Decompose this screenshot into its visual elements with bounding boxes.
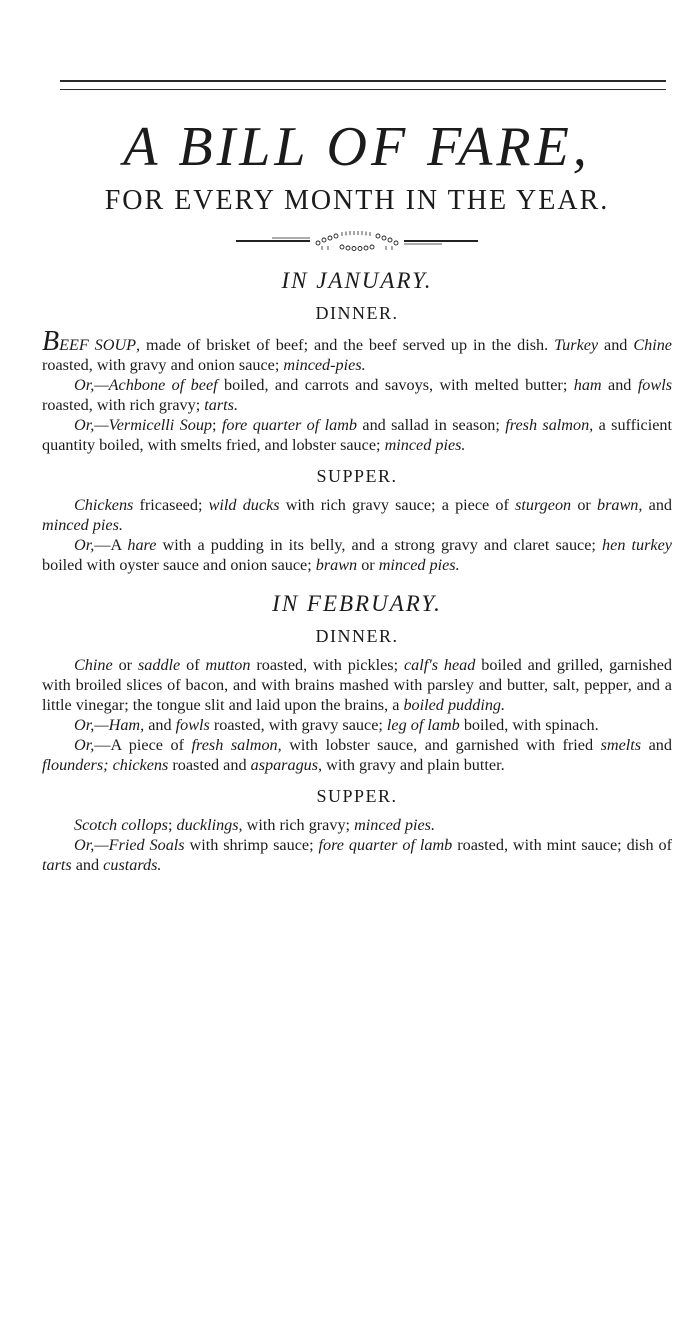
section-heading-dinner: DINNER. [315, 303, 399, 323]
dish-paragraph: Or,—Ham, and fowls roasted, with gravy sauce; leg of lamb boiled, with spinach. [74, 716, 599, 734]
section-heading-supper: SUPPER. [316, 786, 398, 806]
main-title: A BILL OF FARE, [123, 116, 591, 178]
ornament-divider [232, 230, 482, 252]
page [0, 80, 700, 1339]
dish-paragraph: Or,—Vermicelli Soup; fore quarter of lamb and sallad in season; fresh salmon, a sufficient quantity boiled, with smelts fried, and lobster sauce; minced pies. [42, 416, 673, 454]
section-heading-supper: SUPPER. [316, 466, 398, 486]
dish-paragraph: Or,—Fried Soals with shrimp sauce; fore quarter of lamb roasted, with mint sauce; dish of tarts and custards. [42, 836, 672, 874]
drop-cap: B [42, 326, 60, 357]
february-supper [42, 815, 672, 875]
top-double-rule [60, 80, 666, 90]
january-dinner [42, 326, 673, 455]
main-subtitle: FOR EVERY MONTH IN THE YEAR. [104, 185, 610, 216]
dish-paragraph: Or,—Achbone of beef boiled, and carrots and savoys, with melted butter; ham and fowls roasted, with rich gravy; tarts. [42, 376, 672, 414]
dish-paragraph: Chine or saddle of mutton roasted, with pickles; calf's head boiled and grilled, garnished with broiled slices of bacon, and with brains mashed with parsley and butter, salt, pepper, and a little vinegar; the tongue slit and laid upon the brains, a boiled pudding. [42, 656, 673, 714]
section-heading-dinner: DINNER. [315, 626, 399, 646]
dish-paragraph: BEEF SOUP, made of brisket of beef; and the beef served up in the dish. Turkey and Chine roasted, with gravy and onion sauce; minced-pies. [42, 326, 672, 374]
dish-paragraph: Or,—A hare with a pudding in its belly, and a strong gravy and claret sauce; hen turkey boiled with oyster sauce and onion sauce; brawn or minced pies. [42, 536, 672, 574]
january-supper [42, 495, 672, 575]
dish-paragraph: Scotch collops; ducklings, with rich gravy; minced pies. [74, 816, 436, 834]
dish-paragraph: Chickens fricaseed; wild ducks with rich gravy sauce; a piece of sturgeon or brawn, and minced pies. [42, 496, 673, 534]
dish-paragraph: Or,—A piece of fresh salmon, with lobster sauce, and garnished with fried smelts and flounders; chickens roasted and asparagus, with gravy and plain butter. [42, 736, 672, 774]
february-dinner [42, 655, 672, 775]
month-heading-february: IN FEBRUARY. [272, 591, 442, 616]
month-heading-january: IN JANUARY. [281, 268, 433, 293]
